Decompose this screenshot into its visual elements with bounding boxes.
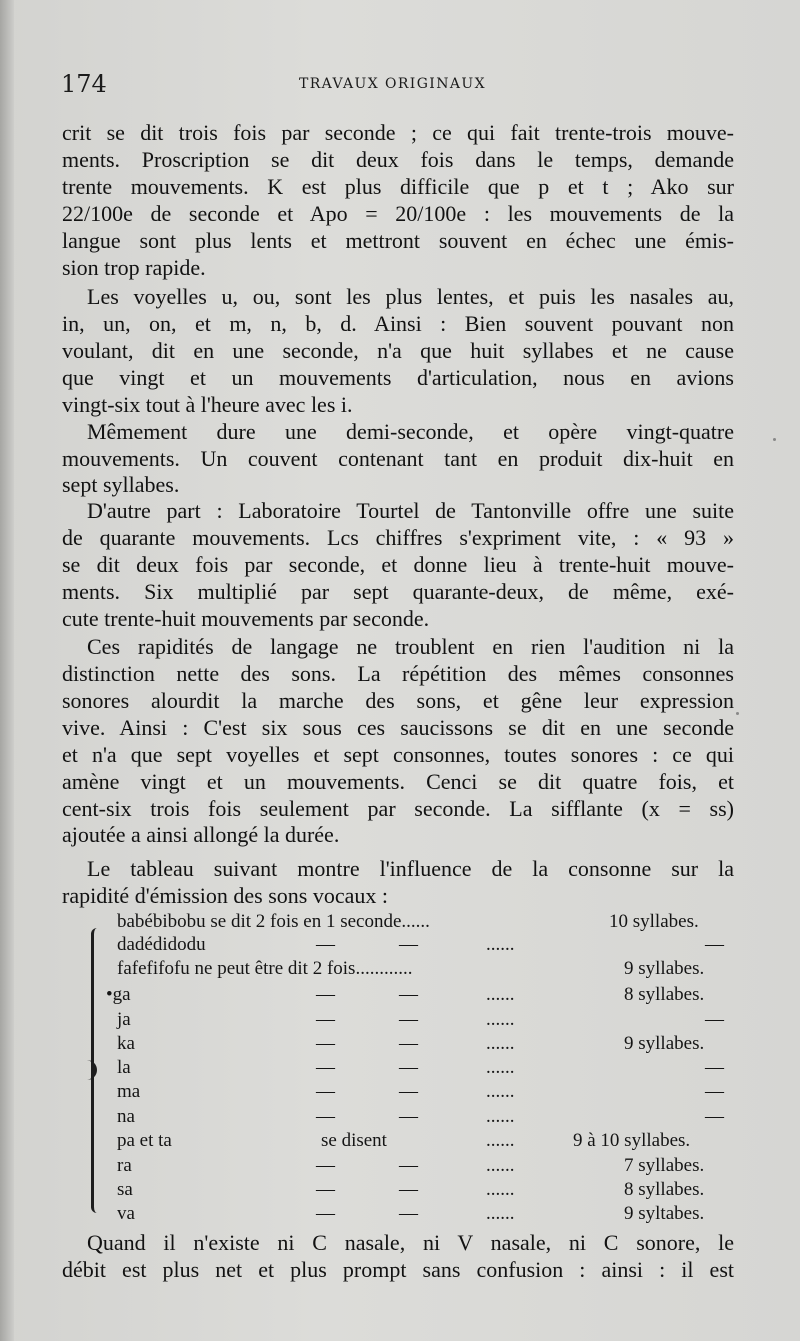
text-line: 22/100e de seconde et Apo = 20/100e : les mouvements de la	[62, 201, 734, 226]
table-ditto: —	[316, 1106, 335, 1127]
table-leader-dots: ......	[486, 984, 515, 1005]
table-row-count: 9 syllabes.	[624, 958, 705, 979]
text-line: ments. Six multiplié par sept quarante-deux, de même, exé-	[62, 579, 734, 604]
table-ditto: —	[399, 934, 418, 955]
table-ditto: —	[316, 1057, 335, 1078]
text-line: in, un, on, et m, n, b, d. Ainsi : Bien souvent pouvant non	[62, 311, 734, 336]
text-line: rapidité d'émission des sons vocaux :	[62, 883, 388, 908]
text-line: débit est plus net et plus prompt sans confusion : ainsi : il est	[62, 1257, 734, 1282]
table-row-syllables: fafefifofu ne peut être dit 2 fois............	[117, 958, 413, 979]
text-line: Les voyelles u, ou, sont les plus lentes, et puis les nasales au,	[87, 284, 734, 309]
table-leader-dots: ......	[486, 1179, 515, 1200]
text-line: cent-six trois fois seulement par seconde. La sifflante (x = ss)	[62, 796, 734, 821]
text-line: sonores alourdit la marche des sons, et gêne leur expression	[62, 688, 734, 713]
text-line: de quarante mouvements. Lcs chiffres s'expriment vite, : « 93 »	[62, 525, 734, 550]
table-ditto: —	[316, 1081, 335, 1102]
text-line: vingt-six tout à l'heure avec les i.	[62, 392, 353, 417]
table-ditto: —	[316, 1033, 335, 1054]
text-line: mouvements. Un couvent contenant tant en produit dix-huit en	[62, 446, 734, 471]
text-line: D'autre part : Laboratoire Tourtel de Tantonville offre une suite	[87, 498, 734, 523]
table-ditto: —	[399, 1179, 418, 1200]
page-number: 174	[61, 70, 107, 98]
page-edge-shadow	[0, 0, 14, 1341]
table-row-syllables: la	[117, 1057, 131, 1078]
table-leader-dots: ......	[486, 1009, 515, 1030]
table-ditto: —	[316, 984, 335, 1005]
table-row-syllables: ka	[117, 1033, 135, 1054]
table-row-syllables: •ga	[106, 984, 131, 1005]
table-ditto: —	[316, 1179, 335, 1200]
table-ditto: —	[399, 984, 418, 1005]
table-row-count: 8 syllabes.	[624, 984, 705, 1005]
text-line: sion trop rapide.	[62, 255, 206, 280]
table-ditto: —	[399, 1009, 418, 1030]
table-row-count: —	[705, 934, 724, 955]
table-row-count: 9 syltabes.	[624, 1203, 705, 1224]
running-head: TRAVAUX ORIGINAUX	[299, 76, 486, 92]
text-line: ments. Proscription se dit deux fois dans le temps, demande	[62, 147, 734, 172]
table-verb: se disent	[321, 1130, 387, 1151]
table-ditto: —	[316, 1009, 335, 1030]
table-leader-dots: ......	[486, 1106, 515, 1127]
table-ditto: —	[399, 1203, 418, 1224]
text-line: voulant, dit en une seconde, n'a que huit syllabes et ne cause	[62, 338, 734, 363]
text-line: Quand il n'existe ni C nasale, ni V nasale, ni C sonore, le	[87, 1230, 734, 1255]
text-line: et n'a que sept voyelles et sept consonnes, toutes sonores : ce qui	[62, 742, 734, 767]
text-line: sept syllabes.	[62, 472, 180, 497]
text-line: que vingt et un mouvements d'articulation, nous en avions	[62, 365, 734, 390]
table-row-count: —	[705, 1106, 724, 1127]
table-ditto: —	[399, 1057, 418, 1078]
table-leader-dots: ......	[486, 1130, 515, 1151]
text-line: cute trente-huit mouvements par seconde.	[62, 606, 430, 631]
table-leader-dots: ......	[486, 1033, 515, 1054]
text-line: Ces rapidités de langage ne troublent en rien l'audition ni la	[87, 634, 734, 659]
table-row-syllables: ma	[117, 1081, 141, 1102]
table-ditto: —	[399, 1033, 418, 1054]
table-ditto: —	[399, 1155, 418, 1176]
text-line: Le tableau suivant montre l'influence de la consonne sur la	[87, 856, 734, 881]
text-line: Mêmement dure une demi-seconde, et opère vingt-quatre	[87, 419, 734, 444]
text-line: trente mouvements. K est plus difficile que p et t ; Ako sur	[62, 174, 734, 199]
text-line: amène vingt et un mouvements. Cenci se dit quatre fois, et	[62, 769, 734, 794]
table-row-count: 8 syllabes.	[624, 1179, 705, 1200]
table-leader-dots: ......	[486, 1081, 515, 1102]
table-leader-dots: ......	[486, 1155, 515, 1176]
table-leader-dots: ......	[486, 934, 515, 955]
table-row-syllables: na	[117, 1106, 135, 1127]
table-row-count: —	[705, 1081, 724, 1102]
table-row-syllables: babébibobu se dit 2 fois en 1 seconde......	[117, 911, 430, 932]
paper-speck	[773, 438, 776, 441]
text-line: distinction nette des sons. La répétition des mêmes consonnes	[62, 661, 734, 686]
table-row-syllables: va	[117, 1203, 135, 1224]
table-row-syllables: sa	[117, 1179, 133, 1200]
table-ditto: —	[399, 1081, 418, 1102]
text-line: ajoutée a ainsi allongé la durée.	[62, 822, 340, 847]
table-row-count: 10 syllabes.	[609, 911, 699, 932]
paper-speck	[736, 712, 739, 715]
table-leader-dots: ......	[486, 1057, 515, 1078]
table-row-syllables: dadédidodu	[117, 934, 206, 955]
table-row-syllables: ra	[117, 1155, 132, 1176]
table-ditto: —	[316, 1203, 335, 1224]
table-ditto: —	[316, 934, 335, 955]
table-leader-dots: ......	[486, 1203, 515, 1224]
text-line: se dit deux fois par seconde, et donne lieu à trente-huit mouve-	[62, 552, 734, 577]
table-ditto: —	[316, 1155, 335, 1176]
table-row-syllables: ja	[117, 1009, 131, 1030]
table-row-count: 9 à 10 syllabes.	[573, 1130, 691, 1151]
table-row-syllables: pa et ta	[117, 1130, 172, 1151]
table-row-count: 7 syllabes.	[624, 1155, 705, 1176]
table-row-count: —	[705, 1057, 724, 1078]
table-row-count: —	[705, 1009, 724, 1030]
table-ditto: —	[399, 1106, 418, 1127]
table-row-count: 9 syllabes.	[624, 1033, 705, 1054]
text-line: vive. Ainsi : C'est six sous ces saucissons se dit en une seconde	[62, 715, 734, 740]
text-line: crit se dit trois fois par seconde ; ce qui fait trente-trois mouve-	[62, 120, 734, 145]
text-line: langue sont plus lents et mettront souvent en échec une émis-	[62, 228, 734, 253]
